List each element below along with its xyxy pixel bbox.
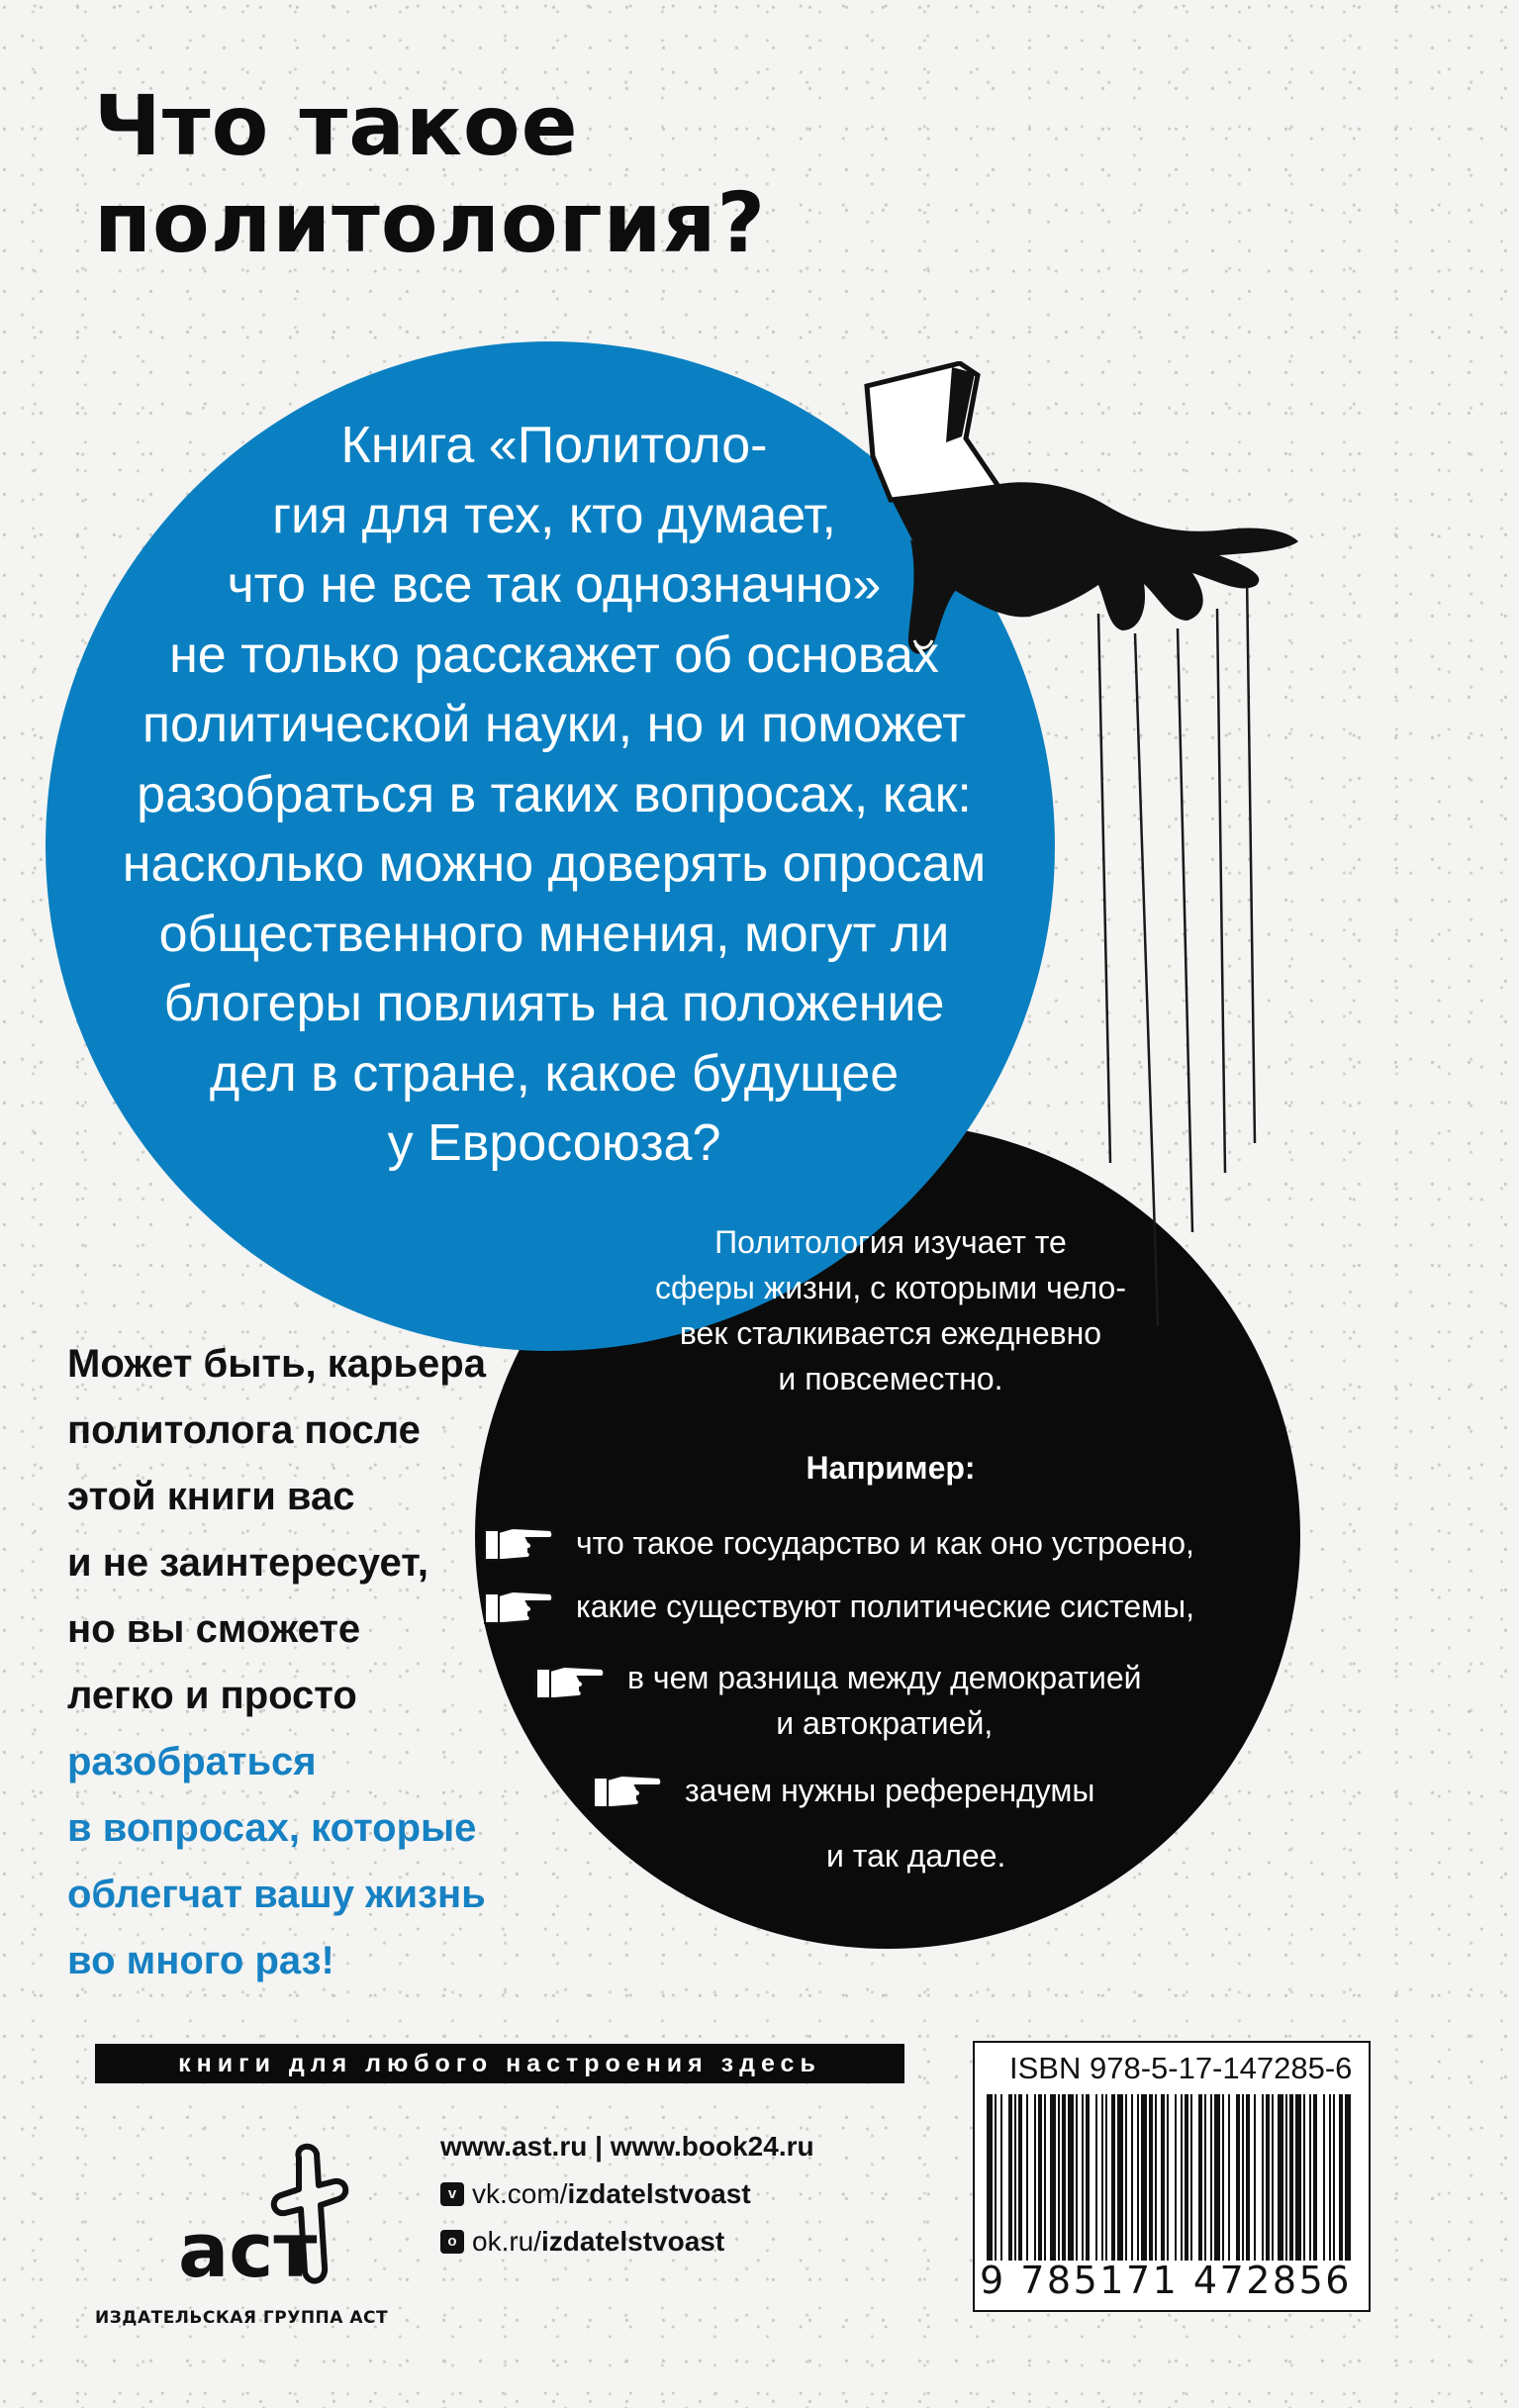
career-highlight-line: облегчат вашу жизнь: [67, 1873, 486, 1916]
career-note: [67, 1331, 542, 1994]
barcode-digits: 9 785171 472856: [980, 2259, 1352, 2302]
barcode-bar: [1242, 2094, 1244, 2261]
barcode-bar: [1254, 2094, 1256, 2261]
career-line: этой книги вас: [67, 1475, 355, 1518]
barcode-bar: [1161, 2094, 1165, 2261]
barcode-bar: [1222, 2094, 1224, 2261]
barcode-bar: [1339, 2094, 1343, 2261]
barcode-bar: [1285, 2094, 1287, 2261]
barcode-bar: [1181, 2094, 1183, 2261]
barcode-bar: [1175, 2094, 1177, 2261]
description-line: разобраться в таких вопросах, как:: [137, 765, 972, 823]
barcode-bar: [1289, 2094, 1293, 2261]
ok-prefix: ok.ru/: [472, 2226, 542, 2257]
barcode-bar: [995, 2094, 997, 2261]
barcode-bar: [1303, 2094, 1305, 2261]
career-highlight-line: разобраться: [67, 1740, 317, 1783]
barcode-bar: [1117, 2094, 1123, 2261]
isbn-label: ISBN 978-5-17-147285-6: [1009, 2051, 1353, 2085]
barcode-bar: [1082, 2094, 1084, 2261]
career-line: Может быть, карьера: [67, 1342, 486, 1386]
barcode-bar: [1095, 2094, 1097, 2261]
barcode-bar: [1086, 2094, 1090, 2261]
barcode-bar: [1228, 2094, 1230, 2261]
ok-link[interactable]: [440, 2218, 915, 2265]
ok-icon: o: [440, 2230, 464, 2254]
barcode-bar: [1278, 2094, 1283, 2261]
barcode-bar: [1131, 2094, 1133, 2261]
logo-text: аст: [178, 2206, 318, 2294]
description-line: что не все так однозначно»: [227, 556, 882, 614]
career-highlight-line: в вопросах, которые: [67, 1806, 477, 1850]
barcode-bar: [1266, 2094, 1270, 2261]
book-description: [69, 411, 1039, 1179]
example-text: зачем нужны референдумы: [685, 1773, 1095, 1808]
barcode-bar: [1076, 2094, 1078, 2261]
politology-intro: [633, 1219, 1148, 1401]
barcode-bar: [1323, 2094, 1325, 2261]
career-line: легко и просто: [67, 1674, 357, 1717]
barcode-bar: [1295, 2094, 1301, 2261]
description-line: Книга «Политоло-: [340, 417, 768, 474]
vk-link[interactable]: [440, 2170, 915, 2218]
barcode-bar: [987, 2094, 993, 2261]
website-links[interactable]: www.ast.ru | www.book24.ru: [440, 2131, 814, 2162]
barcode-bar: [1058, 2094, 1060, 2261]
barcode-bar: [1000, 2094, 1002, 2261]
pointing-hand-icon: [534, 1659, 606, 1704]
ok-handle: izdatelstvoast: [541, 2226, 725, 2257]
description-line: у Евросоюза?: [387, 1114, 721, 1172]
barcode-bar: [1190, 2094, 1192, 2261]
ast-logo-icon: [168, 2138, 356, 2296]
barcode-bar: [1111, 2094, 1115, 2261]
intro-line: Политология изучает те: [714, 1224, 1067, 1260]
barcode-bar: [1246, 2094, 1250, 2261]
example-line: в чем разница между демократией: [627, 1660, 1142, 1695]
promo-banner: книги для любого настроения здесь: [95, 2044, 904, 2083]
barcode-bar: [1333, 2094, 1335, 2261]
example-item: [483, 1520, 1194, 1566]
barcode-bar: [1204, 2094, 1206, 2261]
barcode-bar: [1137, 2094, 1139, 2261]
barcode-bar: [1185, 2094, 1188, 2261]
barcode-bar: [1034, 2094, 1036, 2261]
vk-handle: izdatelstvoast: [567, 2178, 751, 2209]
example-text: что такое государство и как оно устроено,: [576, 1525, 1194, 1561]
pointing-hand-icon: [592, 1768, 663, 1813]
example-heading: Например:: [806, 1450, 976, 1486]
description-line: гия для тех, кто думает,: [272, 486, 836, 544]
description-line: блогеры повлиять на положение: [163, 975, 945, 1032]
barcode-bar: [1062, 2094, 1066, 2261]
vk-prefix: vk.com/: [472, 2178, 568, 2209]
barcode-bar: [1210, 2094, 1212, 2261]
intro-line: и повсеместно.: [778, 1361, 1003, 1397]
barcode-bar: [1141, 2094, 1147, 2261]
barcode-bar: [1014, 2094, 1016, 2261]
description-line: не только расскажет об основах: [169, 626, 939, 684]
barcode-bar: [1101, 2094, 1103, 2261]
barcode-bar: [1149, 2094, 1153, 2261]
title-line: Что такое: [94, 77, 579, 174]
barcode-bar: [1313, 2094, 1317, 2261]
publisher-name: ИЗДАТЕЛЬСКАЯ ГРУППА АСТ: [95, 2308, 389, 2328]
barcode-bar: [1044, 2094, 1046, 2261]
barcode-bar: [1262, 2094, 1264, 2261]
barcode-bar: [1167, 2094, 1169, 2261]
career-line: и не заинтересует,: [67, 1541, 428, 1585]
description-line: общественного мнения, могут ли: [158, 905, 950, 963]
description-line: политической науки, но и поможет: [142, 696, 967, 753]
intro-line: век сталкивается ежедневно: [679, 1315, 1102, 1351]
barcode-bar: [1309, 2094, 1311, 2261]
barcode-bar: [1008, 2094, 1012, 2261]
barcode-bar: [1105, 2094, 1107, 2261]
intro-line: сферы жизни, с которыми чело-: [655, 1270, 1126, 1305]
barcode-bar: [1272, 2094, 1274, 2261]
barcode-bar: [1236, 2094, 1240, 2261]
example-closing: и так далее.: [826, 1838, 1006, 1874]
example-text: [627, 1655, 1141, 1746]
career-highlight-line: во много раз!: [67, 1939, 334, 1982]
publisher-links: [440, 2123, 915, 2265]
description-line: насколько можно доверять опросам: [122, 835, 987, 893]
career-line: но вы сможете: [67, 1607, 361, 1651]
example-text: какие существуют политические системы,: [576, 1589, 1195, 1624]
barcode-bar: [1125, 2094, 1127, 2261]
description-line: дел в стране, какое будущее: [209, 1044, 900, 1103]
page-title: [94, 77, 985, 271]
example-item: [483, 1584, 1194, 1629]
barcode-bar: [1329, 2094, 1331, 2261]
title-line: политология?: [94, 174, 767, 271]
example-item: [592, 1768, 1094, 1813]
barcode-bar: [1345, 2094, 1351, 2261]
example-line: и автократией,: [776, 1705, 994, 1741]
barcode-bar: [1155, 2094, 1157, 2261]
barcode-bar: [1050, 2094, 1056, 2261]
barcode-bar: [1026, 2094, 1028, 2261]
career-line: политолога после: [67, 1408, 421, 1452]
vk-icon: v: [440, 2182, 464, 2206]
example-item: [534, 1655, 1141, 1746]
barcode-bar: [1198, 2094, 1202, 2261]
barcode-bar: [1018, 2094, 1022, 2261]
barcode-bar: [1068, 2094, 1074, 2261]
barcode-bar: [1214, 2094, 1220, 2261]
barcode-icon: [983, 2094, 1357, 2261]
barcode-bar: [1038, 2094, 1042, 2261]
